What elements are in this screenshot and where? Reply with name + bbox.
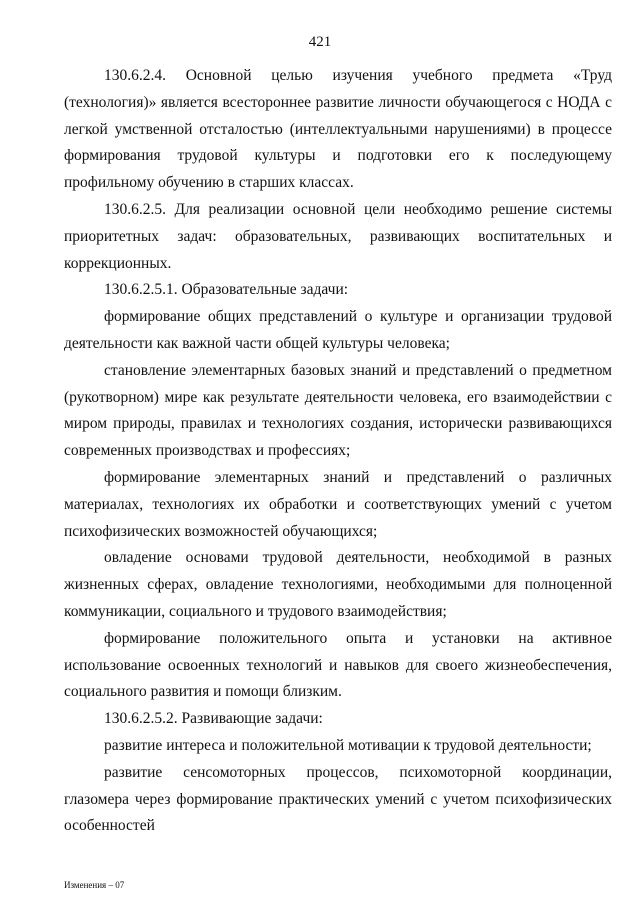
footer-revision-note: Изменения – 07 bbox=[64, 880, 125, 890]
paragraph-130-6-2-5: 130.6.2.5. Для реализации основной цели необходимо решение системы приоритетных задач: образовательных, развивающих воспитательных и коррекционных. bbox=[64, 200, 612, 272]
page-number: 421 bbox=[308, 34, 332, 50]
heading-educational-tasks: 130.6.2.5.1. Образовательные задачи: bbox=[104, 281, 349, 299]
list-item-sensorimotor: развитие сенсомоторных процессов, психомоторной координации, глазомера через формирование практических умений с учетом психофизических особенностей bbox=[64, 763, 612, 835]
list-item-labor-basics: овладение основами трудовой деятельности, необходимой в разных жизненных сферах, овладение технологиями, необходимыми для полноценной коммуникации, социального и трудового взаимодействия; bbox=[64, 549, 612, 620]
list-item-interest-motivation: развитие интереса и положительной мотивации к трудовой деятельности; bbox=[104, 736, 592, 754]
list-item-general-ideas: формирование общих представлений о культуре и организации трудовой деятельности как важной части общей культуры человека; bbox=[64, 308, 612, 352]
heading-developmental-tasks: 130.6.2.5.2. Развивающие задачи: bbox=[104, 710, 323, 728]
list-item-positive-experience: формирование положительного опыта и установки на активное использование освоенных технологий и навыков для своего жизнеобеспечения, социального развития и помощи близким. bbox=[64, 629, 612, 701]
list-item-basic-knowledge: становление элементарных базовых знаний и представлений о предметном (рукотворном) мире как результате деятельности человека, его взаимодействии с миром природы, правилах и технологиях создания, исторически развивающихся современных производствах и профессиях; bbox=[64, 361, 612, 460]
paragraph-130-6-2-4: 130.6.2.4. Основной целью изучения учебного предмета «Труд (технология)» является всестороннее развитие личности обучающегося с НОДА с легкой умственной отсталостью (интеллектуальными нарушениями) в процессе формирования трудовой культуры и подготовки его к последующему профильному обучению в старших классах. bbox=[64, 67, 612, 192]
document-body bbox=[64, 63, 612, 840]
list-item-materials-knowledge: формирование элементарных знаний и представлений о различных материалах, технологиях их обработки и соответствующих умений с учетом психофизических возможностей обучающихся; bbox=[64, 468, 612, 540]
